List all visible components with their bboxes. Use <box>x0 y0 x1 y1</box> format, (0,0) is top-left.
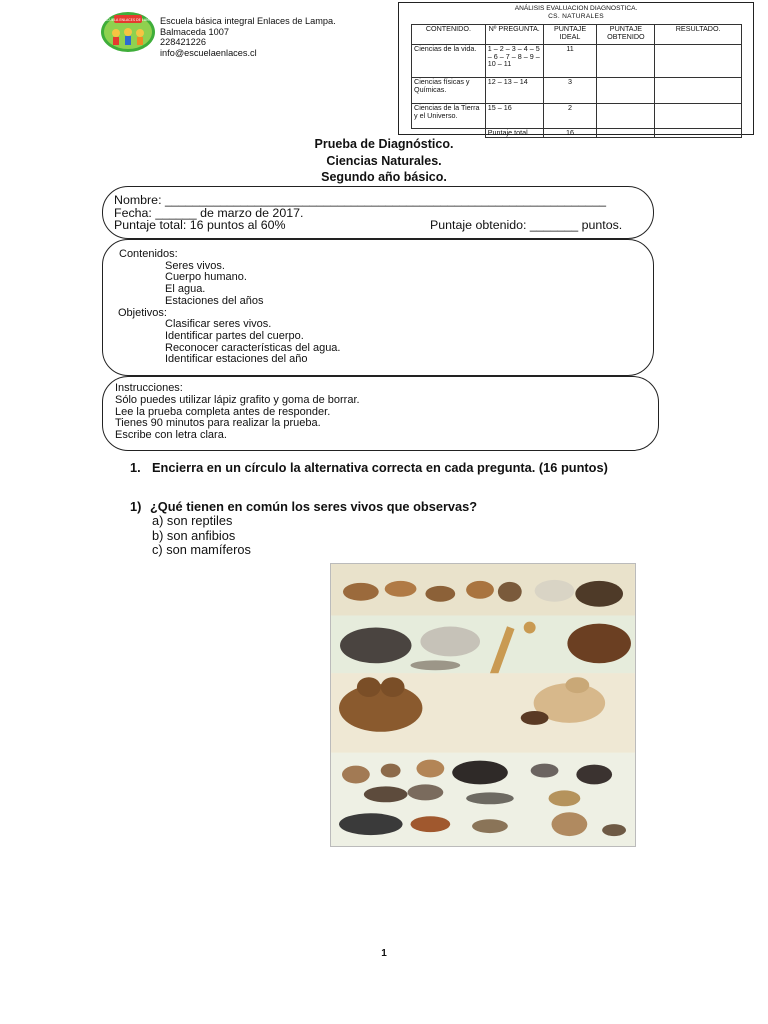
contents-box <box>102 239 654 376</box>
instruction-item: Lee la prueba completa antes de responder. <box>115 405 331 418</box>
name-field[interactable]: Nombre: ________________________________________________________________ <box>114 193 606 207</box>
instruction-item: Tienes 90 minutos para realizar la prueba. <box>115 417 321 430</box>
cell-contenido: Ciencias físicas y Químicas. <box>412 78 486 104</box>
title-line-2: Ciencias Naturales. <box>326 153 442 168</box>
cell-preguntas: 1 – 2 – 3 – 4 – 5 – 6 – 7 – 8 – 9 – 10 – 11 <box>485 45 543 78</box>
table-row <box>412 104 742 129</box>
question-1 <box>130 500 630 557</box>
total-label: Puntaje total. <box>485 129 543 138</box>
date-field[interactable]: Fecha: ______ de marzo de 2017. <box>114 205 304 220</box>
school-phone: 228421226 <box>160 37 206 47</box>
table-row <box>412 45 742 78</box>
analysis-header-row <box>412 25 742 45</box>
section-text: Encierra en un círculo la alternativa correcta en cada pregunta. (16 puntos) <box>152 460 608 475</box>
instructions-box <box>102 376 659 451</box>
school-email: info@escuelaenlaces.cl <box>160 47 257 58</box>
analysis-box <box>398 2 754 135</box>
title-line-3: Segundo año básico. <box>321 170 447 184</box>
question-number: 1) <box>130 499 142 514</box>
student-info-box <box>102 186 654 239</box>
school-address: Balmaceda 1007 <box>160 26 229 37</box>
title-line-1: Prueba de Diagnóstico. <box>314 137 454 151</box>
cell-preguntas: 12 – 13 – 14 <box>485 78 543 104</box>
objetivos-label: Objetivos: <box>118 306 167 319</box>
cell-resultado <box>655 104 742 129</box>
cell-resultado <box>655 45 742 78</box>
section-instruction <box>130 460 660 476</box>
option-c[interactable]: c) son mamíferos <box>152 541 251 557</box>
obtained-score-field[interactable]: Puntaje obtenido: _______ puntos. <box>430 218 623 232</box>
instruction-item: Sólo puedes utilizar lápiz grafito y goma de borrar. <box>115 393 360 406</box>
col-header: CONTENIDO. <box>412 25 486 45</box>
cell-obtenido <box>597 104 655 129</box>
analysis-title: ANÁLISIS EVALUACION DIAGNOSTICA. <box>514 5 638 12</box>
list-item: Seres vivos. <box>165 259 225 272</box>
mammals-illustration <box>330 563 636 847</box>
list-item: Cuerpo humano. <box>165 271 247 284</box>
analysis-table <box>411 24 742 138</box>
contenidos-label: Contenidos: <box>119 248 178 260</box>
instructions-label: Instrucciones: <box>115 382 183 394</box>
cell-preguntas: 15 – 16 <box>485 104 543 129</box>
cell-ideal: 11 <box>543 45 597 78</box>
test-titles <box>0 136 768 186</box>
list-item: Clasificar seres vivos. <box>165 318 272 331</box>
cell-ideal: 3 <box>543 78 597 104</box>
col-header: PUNTAJE OBTENIDO <box>597 25 655 45</box>
option-b[interactable]: b) son anfibios <box>152 527 236 543</box>
list-item: Estaciones del años <box>165 294 264 307</box>
list-item: Identificar partes del cuerpo. <box>165 329 304 342</box>
logo-text: ESCUELA ENLACES DE LAMPA <box>102 18 154 22</box>
total-value: 16 <box>543 129 597 138</box>
cell-obtenido <box>597 78 655 104</box>
school-name: Escuela básica integral Enlaces de Lampa. <box>160 16 336 26</box>
total-score: Puntaje total: 16 puntos al 60% <box>114 218 286 232</box>
list-item: Identificar estaciones del año <box>165 353 308 366</box>
cell-contenido: Ciencias de la Tierra y el Universo. <box>412 104 486 129</box>
instruction-item: Escribe con letra clara. <box>115 429 227 442</box>
list-item: El agua. <box>165 283 206 296</box>
section-number: 1. <box>130 460 141 475</box>
cell-ideal: 2 <box>543 104 597 129</box>
cell-obtenido <box>597 45 655 78</box>
school-info <box>160 16 336 58</box>
option-a[interactable]: a) son reptiles <box>152 513 233 529</box>
col-header: PUNTAJE IDEAL <box>543 25 597 45</box>
col-header: Nº PREGUNTA. <box>485 25 543 45</box>
question-text: ¿Qué tienen en común los seres vivos que observas? <box>149 499 478 514</box>
cell-resultado <box>655 78 742 104</box>
page-number: 1 <box>381 948 387 959</box>
cell-contenido: Ciencias de la vida. <box>412 45 486 78</box>
analysis-subtitle: CS. NATURALES <box>548 13 604 20</box>
col-header: RESULTADO. <box>655 25 742 45</box>
school-logo <box>100 11 156 53</box>
table-row <box>412 78 742 104</box>
list-item: Reconocer características del agua. <box>165 341 341 354</box>
